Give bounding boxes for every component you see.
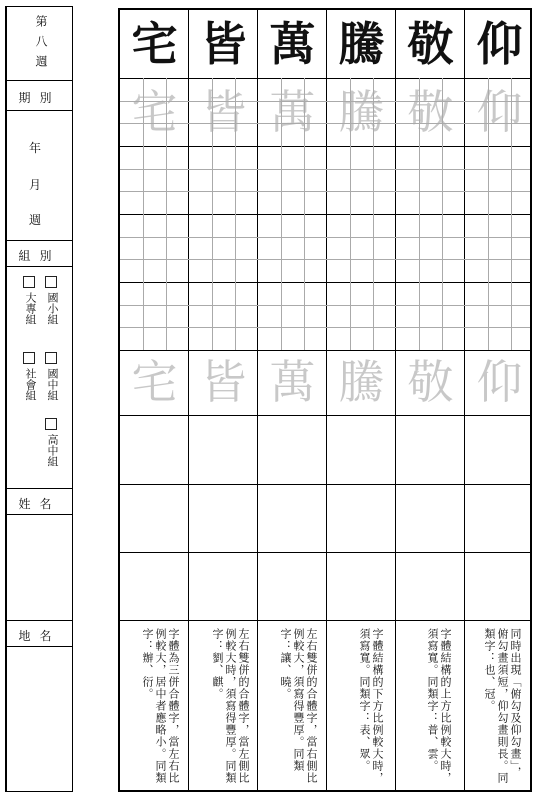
group-option-label: 國小組 [46,292,59,325]
sub-grid-vertical-line [281,78,282,350]
sub-grid-vertical-line [166,78,167,350]
row-divider [120,282,530,283]
trace-character: 敬 [407,355,454,409]
sub-grid-horizontal-line [120,101,530,102]
checkbox[interactable] [45,418,57,430]
group-option-label: 國中組 [46,368,59,401]
note-text: 左右雙併的合體字，當左側比例較大時，須寫得豐厚。同類字：劉、麒。 [211,628,250,784]
trace-character: 仰 [476,85,523,139]
region-field[interactable] [7,647,72,791]
name-header-cell [7,489,72,515]
note-text: 字體結構的上方比例較大時，須寫寬。同類字：普、雲。 [426,628,452,784]
group-option-label: 高中組 [46,434,59,467]
sub-grid-horizontal-line [120,305,530,306]
model-character: 敬 [407,17,454,71]
name-label: 姓名 [18,497,61,511]
sub-grid-vertical-line [419,78,420,350]
row-divider [120,484,530,485]
trace-character: 敬 [407,85,454,139]
row-divider [120,214,530,215]
sub-grid-horizontal-line [120,237,530,238]
group-option-elementary[interactable] [45,273,59,325]
year-label: 年 [28,141,50,155]
trace-character: 宅 [131,85,178,139]
checkbox[interactable] [45,352,57,364]
group-option-label: 社會組 [24,368,37,401]
sub-grid-horizontal-line [120,123,530,124]
sub-grid-vertical-line [488,78,489,350]
sidebar-form [5,6,73,792]
trace-character: 騰 [338,85,385,139]
note-text: 字體結構的下方比例較大時，須寫寬。同類字：表、眾。 [358,628,384,784]
group-option-junior-high[interactable] [45,349,59,401]
period-label: 期別 [18,91,61,105]
row-divider [120,350,530,351]
checkbox[interactable] [23,276,35,288]
trace-character: 騰 [338,355,385,409]
region-header-cell [7,621,72,647]
sub-grid-horizontal-line [120,191,530,192]
sub-grid-horizontal-line [120,327,530,328]
sub-grid-vertical-line [235,78,236,350]
group-option-senior-high[interactable] [45,415,59,467]
model-character: 騰 [338,17,385,71]
name-field[interactable] [7,515,72,621]
sub-grid-vertical-line [373,78,374,350]
group-option-label: 大專組 [24,292,37,325]
period-cell [7,81,72,111]
trace-character: 萬 [269,355,316,409]
sub-grid-vertical-line [442,78,443,350]
sub-grid-vertical-line [143,78,144,350]
trace-character: 皆 [200,355,247,409]
row-divider [120,146,530,147]
checkbox[interactable] [45,276,57,288]
month-label: 月 [28,178,50,192]
week-label: 第八週 [34,15,48,75]
sub-grid-vertical-line [511,78,512,350]
row-divider [120,78,530,79]
date-cell[interactable] [7,111,72,241]
group-option-public[interactable] [23,349,37,401]
model-character: 仰 [476,17,523,71]
row-divider [120,620,530,621]
model-character: 皆 [200,17,247,71]
region-label: 地名 [18,629,61,643]
row-divider [120,552,530,553]
sub-grid-vertical-line [304,78,305,350]
group-options-cell [7,267,72,489]
sub-grid-vertical-line [212,78,213,350]
row-divider [120,415,530,416]
model-character: 萬 [269,17,316,71]
sub-grid-horizontal-line [120,169,530,170]
trace-character: 宅 [131,355,178,409]
model-character: 宅 [131,17,178,71]
trace-character: 皆 [200,85,247,139]
group-label: 組別 [18,249,61,263]
note-text: 同時出現「俯勾及仰勾畫」，俯勾畫須短，仰勾畫則長。同類字：也、冠。 [483,628,522,784]
note-text: 字體為三併合體字，當左右比例較大，居中者應略小。同類字：辦、衍。 [141,628,180,784]
sub-grid-horizontal-line [120,259,530,260]
group-header-cell [7,241,72,267]
week-unit-label: 週 [28,213,50,227]
note-text: 左右雙併的合體字，當右側比例較大，須寫得豐厚。同類字：讓、曉。 [279,628,318,784]
group-option-college[interactable] [23,273,37,325]
checkbox[interactable] [23,352,35,364]
trace-character: 仰 [476,355,523,409]
practice-grid[interactable] [118,8,532,792]
trace-character: 萬 [269,85,316,139]
week-cell [7,7,72,81]
sub-grid-vertical-line [350,78,351,350]
